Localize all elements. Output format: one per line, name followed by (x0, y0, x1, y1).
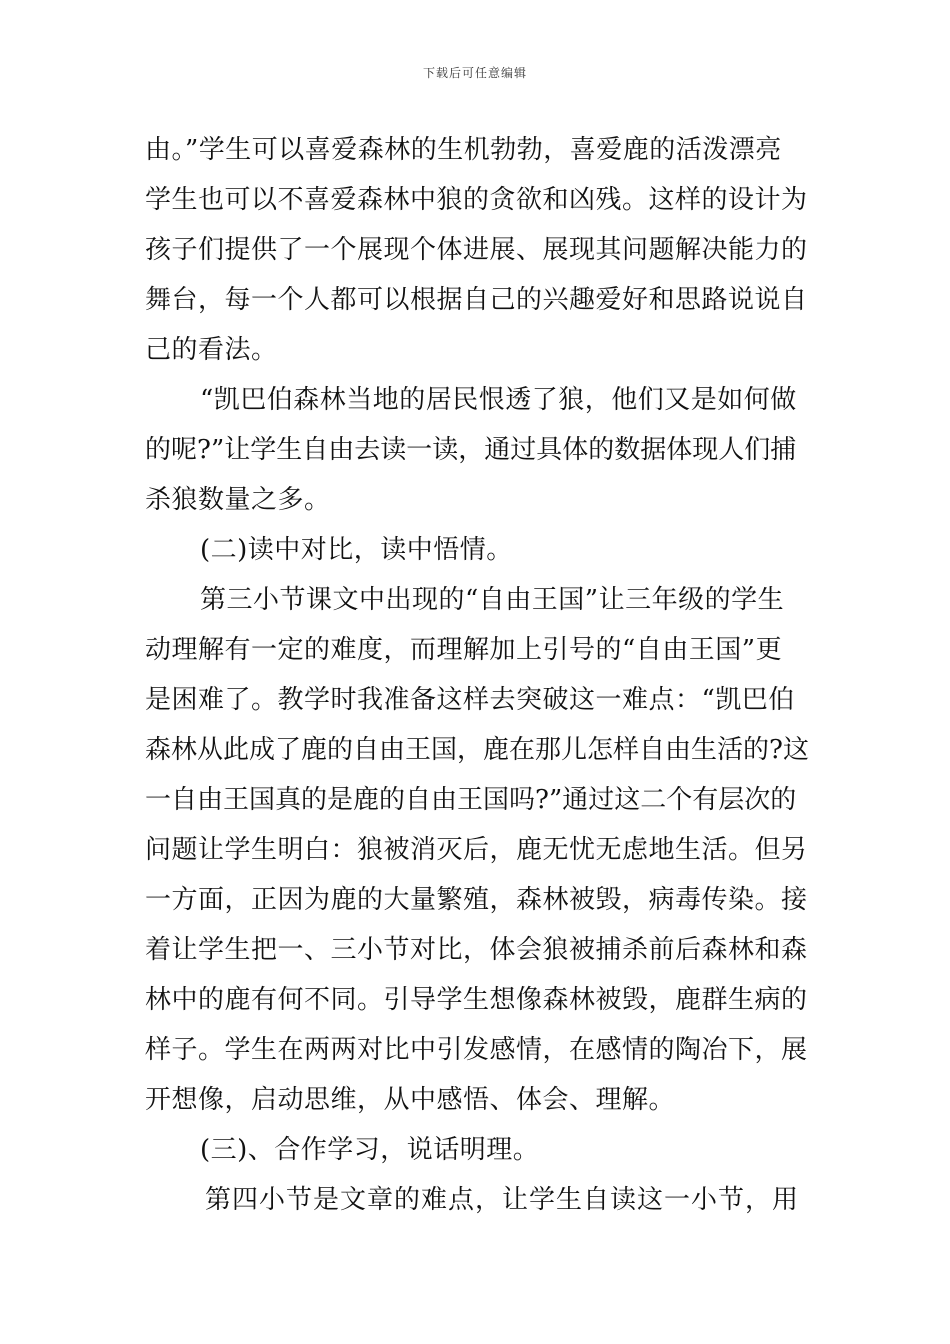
text-line: 第三小节课文中出现的“自由王国”让三年级的学生 (200, 585, 785, 615)
text-line: 问题让学生明白：狼被消灭后，鹿无忧无虑地生活。但另 (145, 835, 808, 865)
text-line: 杀狼数量之多。 (145, 485, 331, 515)
page-header: 下载后可任意编辑 (422, 66, 527, 80)
text-line: 是困难了。教学时我准备这样去突破这一难点：“凯巴伯 (145, 685, 795, 715)
text-line: 舞台，每一个人都可以根据自己的兴趣爱好和思路说说自 (145, 285, 808, 315)
text-line: 第四小节是文章的难点，让学生自读这一小节，用 (205, 1185, 800, 1215)
text-line: 孩子们提供了一个展现个体进展、展现其问题解决能力的 (145, 235, 808, 265)
text-line: 着让学生把一、三小节对比，体会狼被捕杀前后森林和森 (145, 935, 808, 965)
text-line: 开想像，启动思维，从中感悟、体会、理解。 (145, 1085, 676, 1115)
section-heading: (三)、合作学习，说话明理。 (200, 1135, 540, 1165)
text-line: 学生也可以不喜爱森林中狼的贪欲和凶残。这样的设计为 (145, 185, 808, 215)
text-line: 一方面，正因为鹿的大量繁殖，森林被毁，病毒传染。接 (145, 885, 808, 915)
text-line: 由。”学生可以喜爱森林的生机勃勃，喜爱鹿的活泼漂亮 (145, 135, 782, 165)
text-line: 林中的鹿有何不同。引导学生想像森林被毁，鹿群生病的 (145, 985, 808, 1015)
text-line: 己的看法。 (145, 335, 278, 365)
text-line: 样子。学生在两两对比中引发感情，在感情的陶冶下，展 (145, 1035, 808, 1065)
section-heading: (二)读中对比，读中悟情。 (200, 535, 513, 565)
text-line: 森林从此成了鹿的自由王国，鹿在那儿怎样自由生活的?这 (145, 735, 809, 765)
text-line: 的呢?”让学生自由去读一读，通过具体的数据体现人们捕 (145, 435, 797, 465)
text-line: 一自由王国真的是鹿的自由王国吗?”通过这二个有层次的 (145, 785, 797, 815)
text-line: “凯巴伯森林当地的居民恨透了狼，他们又是如何做 (200, 385, 797, 415)
text-line: 动理解有一定的难度，而理解加上引号的“自由王国”更 (145, 635, 783, 665)
